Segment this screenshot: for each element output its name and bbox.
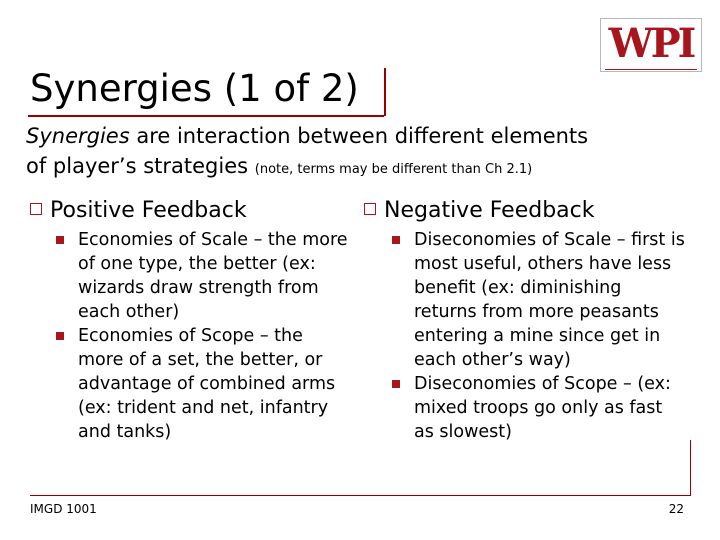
- list-item: [390, 228, 686, 372]
- logo-underline: [605, 69, 697, 70]
- title-underline: [28, 115, 384, 117]
- intro-line1-rest: are interaction between different elements: [129, 124, 589, 148]
- intro-line2: of player’s strategies: [26, 154, 255, 178]
- wpi-logo: [600, 18, 702, 72]
- square-bullet-icon: [392, 380, 400, 388]
- square-bullet-icon: [56, 236, 64, 244]
- page-number: 22: [668, 502, 684, 516]
- intro-paragraph: [26, 121, 706, 185]
- list-item-text: Economies of Scale – the more of one type, the better (ex: wizards draw strength from each other): [78, 230, 348, 322]
- positive-feedback-label: Positive Feedback: [50, 198, 247, 223]
- logo-text: WPI: [608, 20, 694, 67]
- negative-feedback-heading: [364, 197, 595, 225]
- list-item-text: Diseconomies of Scale – first is most useful, others have less benefit (ex: diminishing returns from more peasants entering a mine since get in each other’s way): [414, 230, 685, 370]
- square-bullet-icon: [56, 332, 64, 340]
- positive-feedback-heading: [30, 197, 247, 225]
- footer-course: IMGD 1001: [30, 502, 97, 516]
- positive-feedback-list: [54, 228, 350, 444]
- square-bullet-icon: [392, 236, 400, 244]
- intro-emphasis: Synergies: [26, 124, 130, 148]
- hollow-square-bullet-icon: [364, 203, 376, 215]
- list-item: [390, 372, 686, 444]
- negative-feedback-label: Negative Feedback: [384, 198, 595, 223]
- intro-note: (note, terms may be different than Ch 2.1): [254, 162, 533, 177]
- hollow-square-bullet-icon: [30, 203, 42, 215]
- list-item-text: Economies of Scope – the more of a set, the better, or advantage of combined arms (ex: trident and net, infantry and tanks): [78, 326, 336, 442]
- slide-title: Synergies (1 of 2): [30, 67, 359, 110]
- list-item-text: Diseconomies of Scope – (ex: mixed troops go only as fast as slowest): [414, 374, 671, 442]
- footer-rule: [30, 495, 690, 496]
- list-item: [54, 324, 350, 444]
- title-divider: [384, 68, 386, 116]
- list-item: [54, 228, 350, 324]
- negative-feedback-list: [390, 228, 686, 444]
- footer-divider: [690, 440, 691, 496]
